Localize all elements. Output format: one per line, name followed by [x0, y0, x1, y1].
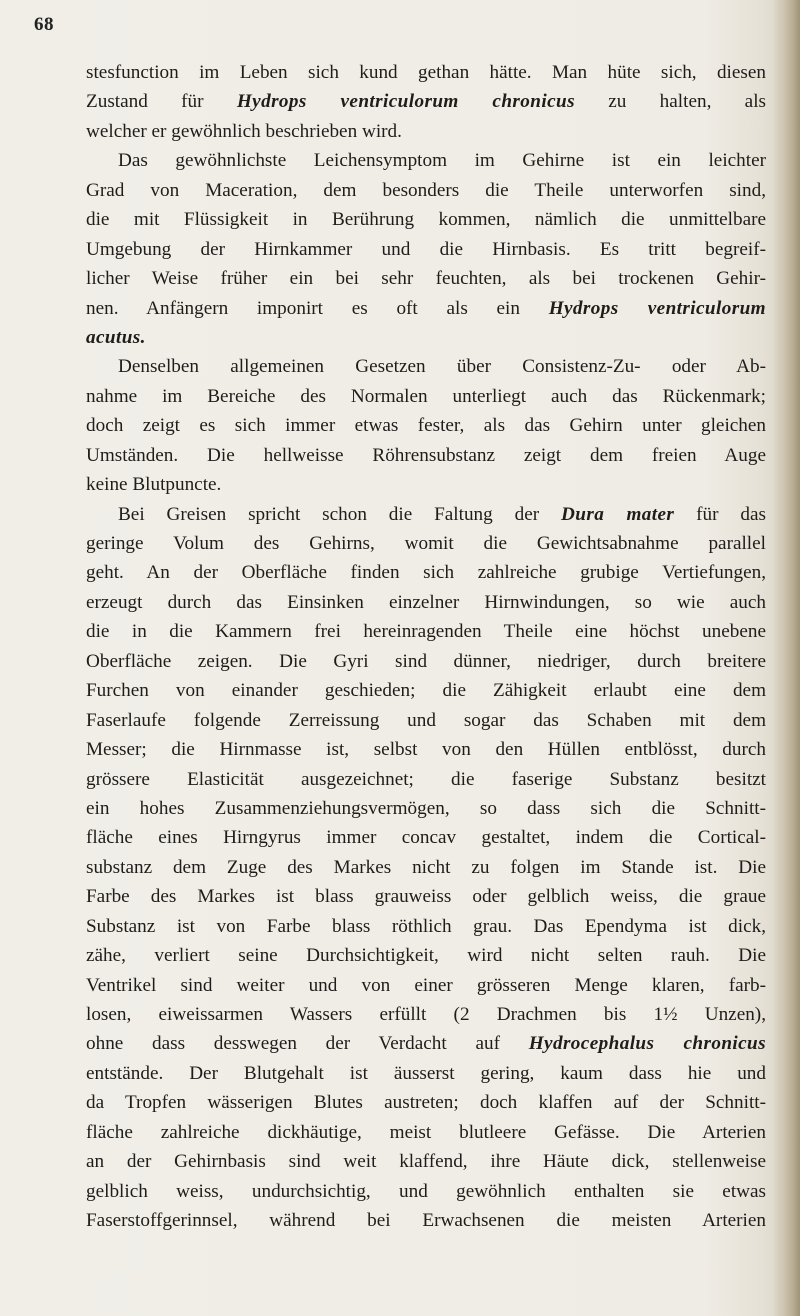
- text-segment: ein hohes Zusammenziehungsvermögen, so dass sich die Schnitt-: [86, 797, 766, 819]
- text-line: [86, 529, 766, 558]
- text-segment: Faserstoffgerinnsel, während bei Erwachsenen die meisten Arterien: [86, 1210, 766, 1232]
- text-line: [86, 117, 766, 146]
- text-segment: Das gewöhnlichste Leichensymptom im Gehirne ist ein leichter: [118, 150, 766, 172]
- text-segment: geht. An der Oberfläche finden sich zahlreiche grubige Vertiefungen,: [86, 562, 766, 584]
- text-segment: fläche eines Hirngyrus immer concav gestaltet, indem die Cortical-: [86, 827, 766, 849]
- text-segment: stesfunction im Leben sich kund gethan hätte. Man hüte sich, diesen: [86, 62, 766, 83]
- text-line: [86, 441, 766, 470]
- text-segment: Bei Greisen spricht schon die Faltung der: [118, 503, 561, 525]
- text-line: [86, 765, 766, 794]
- text-line: [86, 676, 766, 705]
- text-segment: Umständen. Die hellweisse Röhrensubstanz zeigt dem freien Auge: [86, 444, 766, 466]
- text-segment: Faserlaufe folgende Zerreissung und sogar das Schaben mit dem: [86, 709, 766, 731]
- text-segment: Oberfläche zeigen. Die Gyri sind dünner, niedriger, durch breitere: [86, 650, 766, 672]
- text-segment: für das: [674, 503, 766, 525]
- text-line: [86, 470, 766, 499]
- text-segment: die in die Kammern frei hereinragenden Theile eine höchst unebene: [86, 621, 766, 643]
- text-line: [86, 912, 766, 941]
- text-segment: erzeugt durch das Einsinken einzelner Hirnwindungen, so wie auch: [86, 591, 766, 613]
- text-line: [86, 323, 766, 352]
- italic-term: Hydrops ventriculorum chronicus: [236, 91, 575, 113]
- text-line: [86, 58, 766, 87]
- text-segment: zähe, verliert seine Durchsichtigkeit, wird nicht selten rauh. Die: [86, 945, 766, 967]
- text-line: [86, 617, 766, 646]
- text-segment: losen, eiweissarmen Wassers erfüllt (2 Drachmen bis 1½ Unzen),: [86, 1004, 766, 1025]
- text-line: [86, 882, 766, 911]
- text-line: [86, 264, 766, 293]
- text-segment: Messer; die Hirnmasse ist, selbst von den Hüllen entblösst, durch: [86, 739, 766, 761]
- text-segment: an der Gehirnbasis sind weit klaffend, ihre Häute dick, stellenweise: [86, 1151, 766, 1173]
- italic-term: acutus.: [86, 326, 146, 348]
- text-line: [86, 146, 766, 175]
- text-line: [86, 500, 766, 529]
- text-segment: welcher er gewöhnlich beschrieben wird.: [86, 120, 402, 142]
- text-segment: ohne dass desswegen der Verdacht auf: [86, 1033, 529, 1055]
- text-line: [86, 971, 766, 1000]
- text-line: [86, 1088, 766, 1117]
- text-line: [86, 382, 766, 411]
- text-line: [86, 205, 766, 234]
- text-line: [86, 1177, 766, 1206]
- text-segment: Grad von Maceration, dem besonders die Theile unterworfen sind,: [86, 179, 766, 201]
- text-line: [86, 558, 766, 587]
- text-line: [86, 1059, 766, 1088]
- text-segment: gelblich weiss, undurchsichtig, und gewöhnlich enthalten sie etwas: [86, 1180, 766, 1202]
- text-line: [86, 1029, 766, 1058]
- text-line: [86, 294, 766, 323]
- text-segment: keine Blutpuncte.: [86, 474, 222, 496]
- text-segment: nahme im Bereiche des Normalen unterliegt auch das Rückenmark;: [86, 385, 766, 407]
- text-line: [86, 1147, 766, 1176]
- text-segment: nen. Anfängern imponirt es oft als ein: [86, 297, 549, 319]
- text-segment: geringe Volum des Gehirns, womit die Gewichtsabnahme parallel: [86, 533, 766, 554]
- text-segment: Zustand für: [86, 91, 237, 113]
- body-text: [86, 58, 766, 1236]
- text-segment: zu halten, als: [574, 91, 766, 113]
- text-segment: Umgebung der Hirnkammer und die Hirnbasis. Es tritt begreif-: [86, 238, 766, 260]
- text-line: [86, 853, 766, 882]
- text-segment: entstände. Der Blutgehalt ist äusserst gering, kaum dass hie und: [86, 1062, 766, 1084]
- text-segment: substanz dem Zuge des Markes nicht zu folgen im Stande ist. Die: [86, 856, 766, 878]
- text-line: [86, 941, 766, 970]
- text-line: [86, 411, 766, 440]
- text-line: [86, 588, 766, 617]
- text-line: [86, 235, 766, 264]
- text-line: [86, 87, 766, 116]
- text-segment: fläche zahlreiche dickhäutige, meist blutleere Gefässe. Die Arterien: [86, 1121, 766, 1143]
- text-line: [86, 176, 766, 205]
- text-line: [86, 794, 766, 823]
- text-segment: da Tropfen wässerigen Blutes austreten; doch klaffen auf der Schnitt-: [86, 1092, 766, 1114]
- text-segment: Ventrikel sind weiter und von einer grösseren Menge klaren, farb-: [86, 974, 766, 996]
- text-segment: doch zeigt es sich immer etwas fester, als das Gehirn unter gleichen: [86, 415, 766, 437]
- page-number: 68: [34, 14, 54, 35]
- text-segment: die mit Flüssigkeit in Berührung kommen, nämlich die unmittelbare: [86, 209, 766, 231]
- text-line: [86, 706, 766, 735]
- text-segment: Denselben allgemeinen Gesetzen über Consistenz-Zu- oder Ab-: [118, 356, 766, 378]
- text-segment: Substanz ist von Farbe blass röthlich grau. Das Ependyma ist dick,: [86, 915, 766, 937]
- text-line: [86, 1206, 766, 1235]
- text-segment: licher Weise früher ein bei sehr feuchten, als bei trockenen Gehir-: [86, 268, 766, 290]
- text-segment: Farbe des Markes ist blass grauweiss oder gelblich weiss, die graue: [86, 886, 766, 908]
- italic-term: Hydrops ventriculorum: [548, 297, 766, 319]
- italic-term: Hydrocephalus chronicus: [528, 1033, 766, 1055]
- italic-term: Dura mater: [561, 503, 675, 525]
- text-line: [86, 1000, 766, 1029]
- text-line: [86, 1118, 766, 1147]
- text-line: [86, 647, 766, 676]
- text-segment: grössere Elasticität ausgezeichnet; die faserige Substanz besitzt: [86, 768, 766, 790]
- text-segment: Furchen von einander geschieden; die Zähigkeit erlaubt eine dem: [86, 680, 766, 702]
- text-line: [86, 735, 766, 764]
- text-line: [86, 352, 766, 381]
- text-line: [86, 823, 766, 852]
- page-binding-edge: [772, 0, 800, 1316]
